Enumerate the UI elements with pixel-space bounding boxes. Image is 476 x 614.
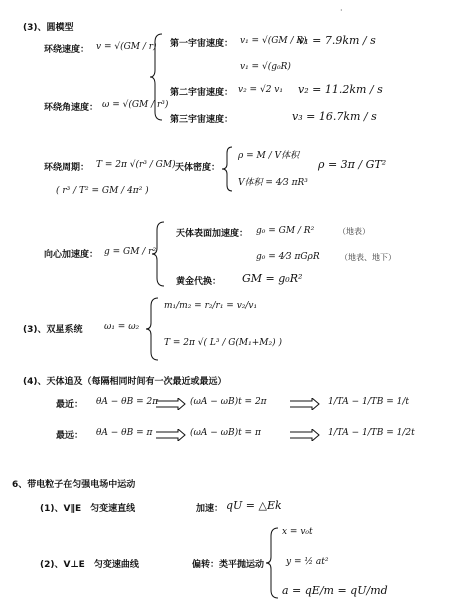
charged-particle-heading: 6、带电粒子在匀强电场中运动 <box>12 480 136 490</box>
projectile-brace <box>266 526 280 600</box>
farthest-formula-1: θA − θB = π <box>96 428 153 438</box>
period-formula: T = 2π √(r³ / GM) <box>96 160 176 170</box>
farthest-formula-3: 1/TA − 1/TB = 1/2t <box>328 428 415 438</box>
surface-accel-formula-2: g₀ = 4⁄3 πGρR <box>256 252 320 262</box>
second-cosmic-label: 第二宇宙速度： <box>170 88 234 98</box>
third-cosmic-value: v₃ = 16.7km / s <box>292 110 377 123</box>
first-cosmic-label: 第一宇宙速度： <box>170 39 234 49</box>
surface-accel-note: （地表） <box>338 227 370 236</box>
perpendicular-field-label: (2)、V⊥E 匀变速曲线 <box>40 560 139 570</box>
orbit-speed-label: 环绕速度： <box>44 45 90 55</box>
surface-accel-note-2: （地表、地下） <box>340 253 396 262</box>
orbit-angular-formula: ω = √(GM / r³) <box>102 100 169 110</box>
nearest-label: 最近： <box>56 400 84 410</box>
binary-omega-formula: ω₁ = ω₂ <box>104 322 140 332</box>
binary-brace <box>146 296 160 362</box>
density-result-formula: ρ = 3π / GT² <box>318 158 387 171</box>
implies-arrow-icon <box>156 429 186 441</box>
farthest-label: 最远： <box>56 431 84 441</box>
celestial-chase-heading: (4)、天体追及（每隔相同时间有一次最近或最远） <box>23 377 227 387</box>
acceleration-field-formula: a = qE/m = qU/md <box>282 584 388 597</box>
parallel-field-label: (1)、V∥E 匀变速直线 <box>40 504 136 514</box>
corner-dot: · <box>340 6 343 15</box>
acceleration-label: 加速： <box>196 504 224 514</box>
circle-model-heading: (3)、圆模型 <box>23 23 74 33</box>
second-cosmic-formula: v₂ = √2 v₁ <box>238 85 283 95</box>
centripetal-formula: g = GM / r² <box>104 247 157 257</box>
first-cosmic-alt-formula: v₁ = √(g₀R) <box>240 62 291 72</box>
density-brace <box>222 145 234 193</box>
golden-substitution-formula: GM = g₀R² <box>242 272 303 285</box>
density-rho-formula: ρ = M / V体积 <box>238 151 300 161</box>
implies-arrow-icon <box>290 398 320 410</box>
binary-period-formula: T = 2π √( L³ / G(M₁+M₂) ) <box>164 338 282 348</box>
x-displacement-formula: x = v₀t <box>282 527 313 537</box>
period-label: 环绕周期： <box>44 163 90 173</box>
nearest-formula-2: (ωA − ωB)t = 2π <box>190 397 267 407</box>
orbit-angular-label: 环绕角速度： <box>44 103 99 113</box>
surface-accel-brace <box>152 220 166 288</box>
first-cosmic-formula: v₁ = √(GM / R) <box>240 36 307 46</box>
nearest-formula-3: 1/TA − 1/TB = 1/t <box>328 397 410 407</box>
second-cosmic-value: v₂ = 11.2km / s <box>298 83 383 96</box>
nearest-formula-1: θA − θB = 2π <box>96 397 159 407</box>
kepler-third-law: ( r³ / T² = GM / 4π² ) <box>56 186 149 196</box>
deflection-label: 偏转：类平抛运动 <box>192 560 265 570</box>
first-cosmic-value: v₁ = 7.9km / s <box>298 34 376 47</box>
y-displacement-formula: y = ½ at² <box>286 557 329 567</box>
surface-accel-label: 天体表面加速度： <box>176 229 249 239</box>
binary-ratio-formula: m₁/m₂ = r₂/r₁ = v₂/v₁ <box>164 301 258 311</box>
binary-star-heading: (3)、双星系统 <box>23 325 83 335</box>
density-label: 天体密度： <box>175 163 221 173</box>
third-cosmic-label: 第三宇宙速度： <box>170 115 234 125</box>
golden-substitution-label: 黄金代换： <box>176 277 222 287</box>
farthest-formula-2: (ωA − ωB)t = π <box>190 428 261 438</box>
implies-arrow-icon <box>156 398 186 410</box>
acceleration-formula: qU = △Ek <box>226 499 282 512</box>
centripetal-label: 向心加速度： <box>44 250 99 260</box>
orbit-speed-formula: v = √(GM / r) <box>96 42 157 52</box>
implies-arrow-icon <box>290 429 320 441</box>
density-volume-formula: V体积 = 4⁄3 πR³ <box>238 178 308 188</box>
surface-accel-formula: g₀ = GM / R² <box>256 226 315 236</box>
